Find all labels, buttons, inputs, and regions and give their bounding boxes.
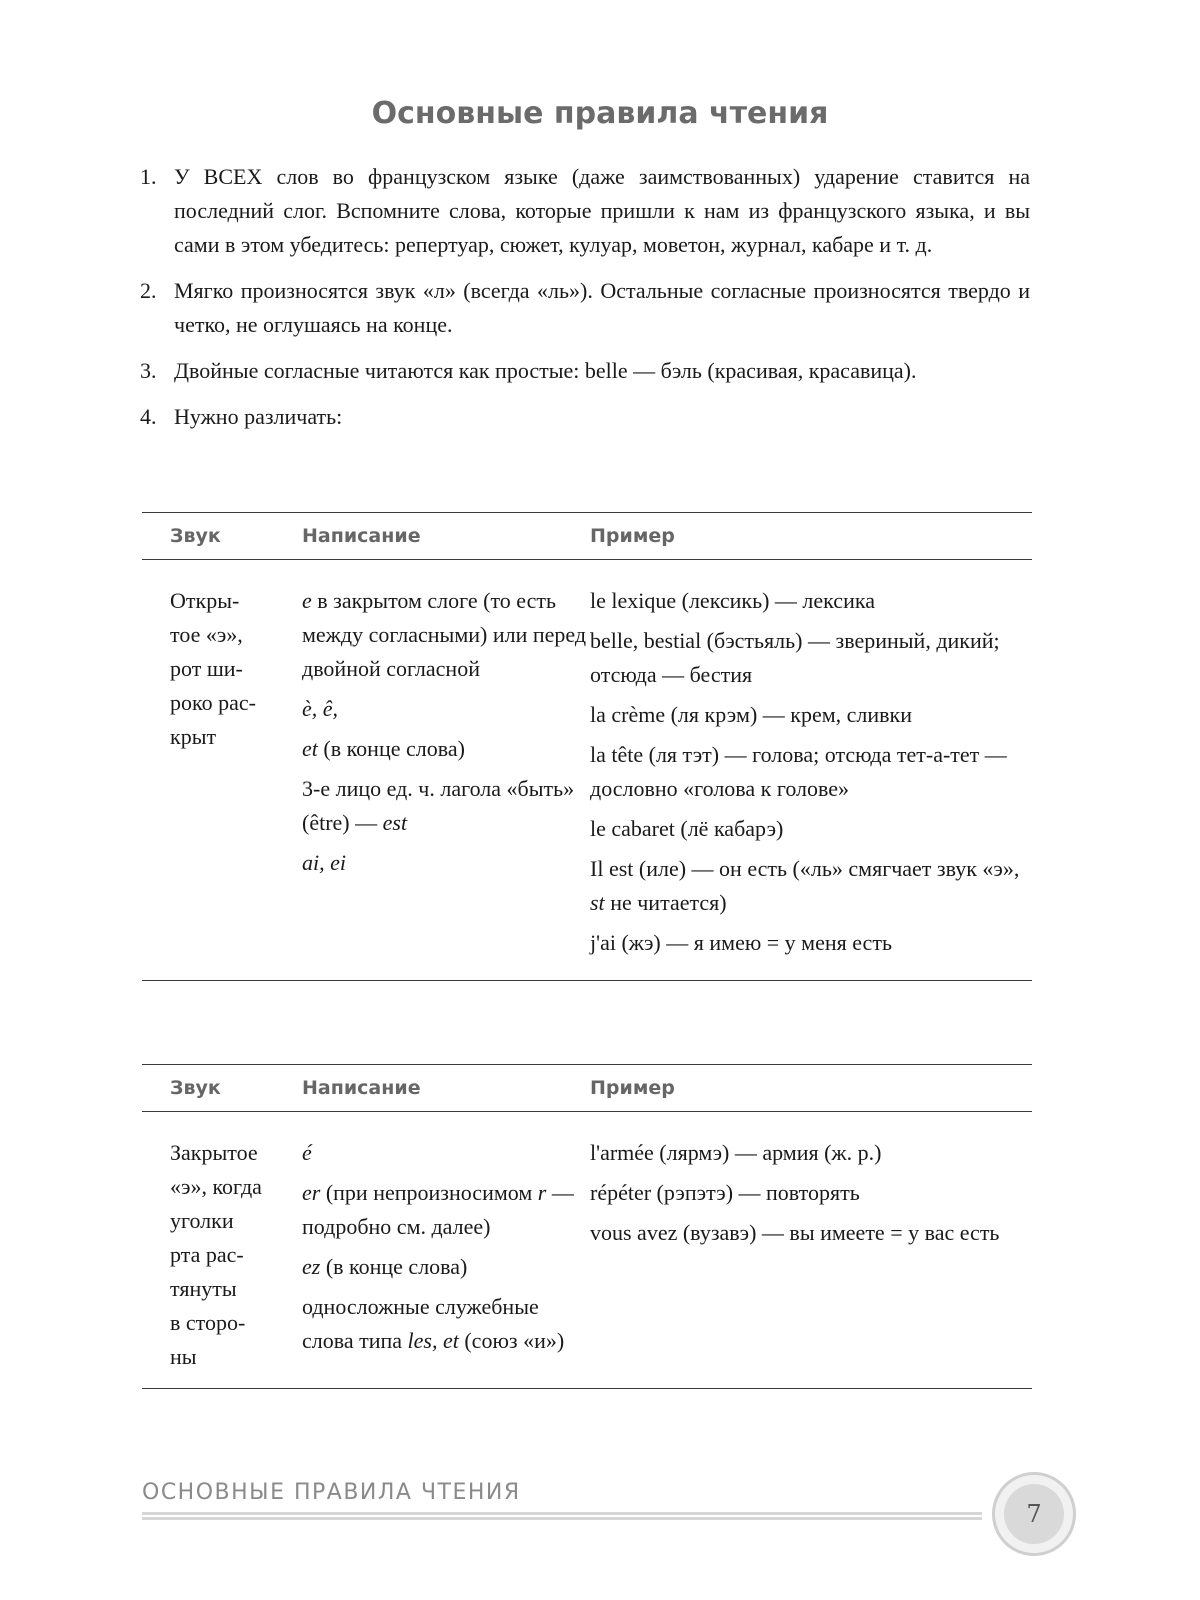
rule-number: 4. [140,404,157,429]
spelling-entry [302,732,590,766]
spelling-note: (в конце слова) [320,1254,468,1279]
rule-item [140,354,1030,388]
page-number-badge [992,1472,1076,1556]
rule-number: 2. [140,278,157,303]
page-number: 7 [1004,1484,1064,1544]
spelling-letter: et [302,736,318,761]
table-row [142,560,1032,980]
example-entry [590,852,1032,920]
rule-text: Нужно различать: [174,404,343,429]
sound-line: крыт [170,724,217,749]
spelling-entry [302,692,590,726]
rule-text: Мягко произносятся звук «л» (всегда «ль»). Остальные согласные произносятся твердо и четко, не оглушаясь на конце. [174,278,1030,337]
example-entry: belle, bestial (бэстьяль) — звериный, дикий; отсюда — бестия [590,628,1000,687]
sound-line: тое «э», [170,622,243,647]
example-entry: la tête (ля тэт) — голова; отсюда тет-а-тет — дословно «голова к голове» [590,742,1007,801]
table-row [142,1112,1032,1388]
spelling-entry [302,772,590,840]
spelling-entry [302,1290,590,1358]
table-bottom-rule [142,980,1032,981]
sound-line: тянуты [170,1276,237,1301]
spelling-letter: ez [302,1254,321,1279]
spelling-letter: er [302,1180,321,1205]
header-spelling: Написание [302,525,421,547]
example-entry: vous avez (вузавэ) — вы имеете = у вас есть [590,1220,1000,1245]
example-entry: répéter (рэпэтэ) — повторять [590,1180,860,1205]
table-bottom-rule [142,1388,1032,1389]
spelling-note: (при непроизносимом [320,1180,538,1205]
sound-line: роко рас- [170,690,256,715]
example-cell [590,584,1032,966]
open-e-table [142,512,1032,981]
footer-rule [142,1512,982,1520]
rules-list [140,160,1030,446]
page-title: Основные правила чтения [371,96,829,131]
spelling-entry [302,1250,590,1284]
sound-cell [142,584,302,966]
sound-line: рта рас- [170,1242,244,1267]
header-example: Пример [590,525,675,547]
rule-item [140,400,1030,434]
spelling-entry [302,846,590,880]
sound-line: «э», когда [170,1174,262,1199]
example-entry: la crème (ля крэм) — крем, сливки [590,702,913,727]
header-spelling: Написание [302,1077,421,1099]
example-entry: l'armée (лярмэ) — армия (ж. р.) [590,1140,882,1165]
spelling-letter: e [302,588,312,613]
spelling-note: односложные служебные слова типа [302,1294,539,1353]
spelling-note: 3-е лицо ед. ч. лагола «быть» (être) — [302,776,575,835]
sound-line: уголки [170,1208,234,1233]
spelling-letter: r [537,1180,547,1205]
table-header-row [142,1065,1032,1111]
spelling-letter: ai, ei [302,850,346,875]
example-cell [590,1136,1032,1374]
header-example: Пример [590,1077,675,1099]
sound-line: ны [170,1344,197,1369]
closed-e-table [142,1064,1032,1389]
spelling-entry [302,1176,590,1244]
example-entry: j'ai (жэ) — я имею = у меня есть [590,930,892,955]
sound-line: рот ши- [170,656,243,681]
example-entry: le lexique (лексикь) — лексика [590,588,875,613]
spelling-note: (в конце слова) [317,736,465,761]
spelling-cell [302,584,590,966]
example-text: Il est (иле) — он есть («ль» смягчает звук «э», [590,856,1020,881]
rule-item [140,274,1030,342]
header-sound: Звук [170,1077,221,1099]
spelling-note: в закрытом слоге (то есть между согласными) или перед двойной согласной [302,588,587,681]
sound-line: Закрытое [170,1140,258,1165]
rule-text: У ВСЕХ слов во французском языке (даже заимствованных) ударение ставится на последний слог. Вспомните слова, которые пришли к нам из французского языка, и вы сами в этом убедитесь: репертуар, сюжет, кулуар, моветон, журнал, кабаре и т. д. [174,164,1030,257]
example-text: не читается) [604,890,727,915]
sound-line: Откры- [170,588,240,613]
rule-number: 3. [140,358,157,383]
spelling-cell [302,1136,590,1374]
spelling-note: (союз «и») [458,1328,565,1353]
rule-number: 1. [140,164,157,189]
spelling-letter: est [382,810,408,835]
sound-line: в сторо- [170,1310,246,1335]
spelling-entry [302,1136,590,1170]
spelling-letter: é [302,1140,312,1165]
rule-item [140,160,1030,262]
table-header-row [142,513,1032,559]
spelling-entry [302,584,590,686]
rule-text: Двойные согласные читаются как простые: belle — бэль (красивая, красавица). [174,358,917,383]
example-italic: st [590,890,605,915]
header-sound: Звук [170,525,221,547]
spelling-letter: les, et [407,1328,459,1353]
spelling-note: — подробно см. далее) [302,1180,574,1239]
running-footer-title: ОСНОВНЫЕ ПРАВИЛА ЧТЕНИЯ [142,1480,521,1505]
sound-cell [142,1136,302,1374]
spelling-letter: è, ê, [302,696,339,721]
example-entry: le cabaret (лё кабарэ) [590,816,784,841]
